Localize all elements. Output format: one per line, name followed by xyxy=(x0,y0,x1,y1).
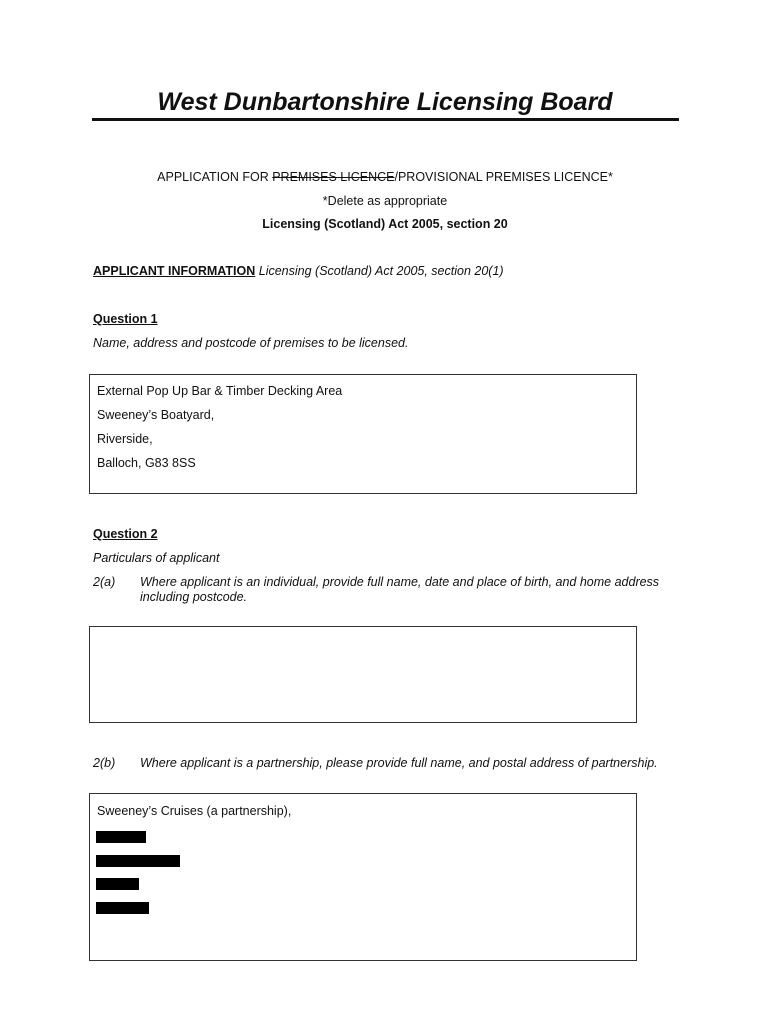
act-reference: Licensing (Scotland) Act 2005, section 20 xyxy=(262,217,508,231)
answer-line: Riverside, xyxy=(97,432,153,446)
redaction-bar xyxy=(96,855,180,867)
question-2a-answer-box[interactable] xyxy=(89,626,637,723)
title-underline xyxy=(92,118,679,121)
redaction-bar xyxy=(96,902,149,914)
application-prefix: APPLICATION FOR xyxy=(157,170,273,184)
application-type-line xyxy=(92,170,678,184)
question-1-answer-box[interactable] xyxy=(89,374,637,494)
delete-note: *Delete as appropriate xyxy=(322,194,448,208)
redaction-bar xyxy=(96,878,139,890)
applicant-info-heading xyxy=(93,264,504,278)
redaction-bar xyxy=(96,831,146,843)
question-2a-text: Where applicant is an individual, provide full name, date and place of birth, and home address including postcode. xyxy=(140,575,660,604)
application-suffix: /PROVISIONAL PREMISES LICENCE* xyxy=(394,170,613,184)
question-2-heading: Question 2 xyxy=(93,527,158,541)
question-1-heading: Question 1 xyxy=(93,312,158,326)
applicant-info-reference: Licensing (Scotland) Act 2005, section 20(1) xyxy=(258,264,504,278)
question-2b-number: 2(b) xyxy=(93,756,116,770)
question-2b-answer-box[interactable] xyxy=(89,793,637,961)
board-title: West Dunbartonshire Licensing Board xyxy=(157,88,613,116)
question-2b-text: Where applicant is a partnership, please provide full name, and postal address of partnership. xyxy=(140,756,658,770)
partnership-name: Sweeney’s Cruises (a partnership), xyxy=(97,804,292,818)
struck-option: PREMISES LICENCE xyxy=(272,170,395,184)
question-2a-number: 2(a) xyxy=(93,575,116,589)
answer-line: Sweeney’s Boatyard, xyxy=(97,408,215,422)
applicant-info-title: APPLICANT INFORMATION xyxy=(93,264,256,278)
answer-line: Balloch, G83 8SS xyxy=(97,456,196,470)
question-2-prompt: Particulars of applicant xyxy=(93,551,220,565)
answer-line: External Pop Up Bar & Timber Decking Area xyxy=(97,384,343,398)
question-1-prompt: Name, address and postcode of premises to be licensed. xyxy=(93,336,409,350)
